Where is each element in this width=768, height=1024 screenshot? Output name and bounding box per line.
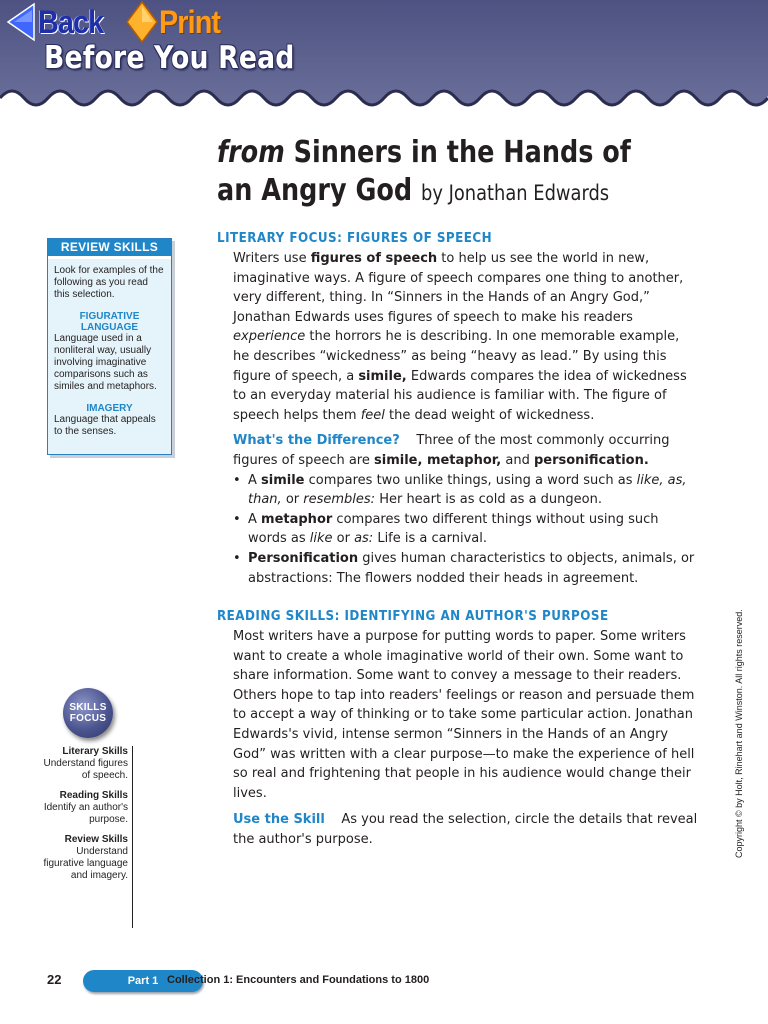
difference-label: What's the Difference?: [233, 433, 400, 449]
review-definition-imagery: Language that appeals to the senses.: [54, 414, 156, 437]
print-label: Print: [159, 3, 221, 40]
reading-skills-heading: READING SKILLS: IDENTIFYING AN AUTHOR'S PURPOSE: [217, 609, 609, 625]
figures-list: [217, 471, 699, 589]
review-definition-figurative: Language used in a nonliteral way, usually involving imaginative comparisons such as similes and metaphors.: [54, 333, 157, 392]
skill-literary-text: Understand figures of speech.: [43, 758, 128, 781]
title-text: Sinners in the Hands of an Angry God: [217, 135, 631, 208]
literary-focus-paragraph: Writers use figures of speech to help us see the world in new, imaginative ways. A figure of speech compares one thing to another, very different, thing. In “Sinners in the Hands of an Angry God,” Jonathan Edwards uses figures of speech to make his readers experience the horrors he is describing. In one memorable example, he describes “wickedness” as being “heavy as lead.” By using this figure of speech, a simile, Edwards compares the idea of wickedness to an everyday material his audience is familiar with. The figure of speech helps them feel the dead weight of wickedness.: [233, 251, 687, 423]
selection-title: [217, 134, 659, 212]
list-item-personification: • Personification gives human characteristics to objects, animals, or abstractions: The flowers nodded their heads in agreement.: [233, 549, 699, 588]
page-footer: [47, 970, 647, 992]
left-arrow-icon: [6, 2, 36, 42]
skills-badge-line1: SKILLS: [69, 702, 107, 713]
review-skills-box: [47, 238, 172, 455]
skill-review-head: Review Skills: [64, 834, 128, 845]
page-header: [0, 0, 768, 112]
part-tab: Part 1: [83, 970, 203, 992]
skills-focus-badge: [63, 688, 113, 738]
skills-badge-line2: FOCUS: [69, 713, 107, 724]
review-skills-heading: REVIEW SKILLS: [48, 239, 171, 259]
collection-title: Collection 1: Encounters and Foundations to 1800: [167, 974, 430, 986]
review-term-figurative: FIGURATIVE LANGUAGE: [79, 311, 140, 333]
review-skills-intro: Look for examples of the following as you read this selection.: [54, 265, 164, 300]
list-item-simile: • A simile compares two unlike things, using a word such as like, as, than, or resembles: Her heart is as cold as a dungeon.: [233, 471, 699, 510]
back-label: Back: [38, 3, 104, 40]
list-item-metaphor: • A metaphor compares two different things without using such words as like or as: Life is a carnival.: [233, 510, 699, 549]
use-skill-paragraph: Use the Skill As you read the selection, circle the details that reveal the author's purpose.: [233, 812, 698, 848]
use-skill-label: Use the Skill: [233, 812, 325, 828]
title-from: from: [217, 135, 285, 170]
skill-review-text: Understand figurative language and imagery.: [43, 846, 128, 881]
title-byline: by Jonathan Edwards: [421, 181, 610, 205]
difference-paragraph: What's the Difference? Three of the most commonly occurring figures of speech are simile, metaphor, and personification.: [233, 433, 670, 468]
review-term-imagery: IMAGERY: [86, 403, 133, 414]
main-column: [217, 229, 707, 850]
copyright-notice: Copyright © by Holt, Rinehart and Winston. All rights reserved.: [734, 609, 744, 858]
print-button[interactable]: [126, 0, 227, 44]
reading-skills-paragraph: Most writers have a purpose for putting words to paper. Some writers want to create a whole imaginative world of their own. Some want to share information. Some want to convey a message to their readers. Others hope to tap into readers' feelings or reason and persuade them to accept a way of thinking or to take some particular action. Jonathan Edwards's vivid, intense sermon “Sinners in the Hands of an Angry God” was written with a clear purpose—to make the experience of hell so real and frightening that people in his audience would change their lives.: [233, 629, 695, 801]
section-title: Before You Read: [44, 40, 295, 76]
back-button[interactable]: [6, 0, 111, 44]
skills-focus-list: [40, 746, 133, 928]
skill-reading-text: Identify an author's purpose.: [43, 802, 128, 825]
skill-reading-head: Reading Skills: [59, 790, 128, 801]
skill-literary-head: Literary Skills: [62, 746, 128, 757]
literary-focus-heading: LITERARY FOCUS: FIGURES OF SPEECH: [217, 231, 493, 246]
page-number: 22: [47, 972, 62, 987]
diamond-icon: [126, 1, 158, 43]
